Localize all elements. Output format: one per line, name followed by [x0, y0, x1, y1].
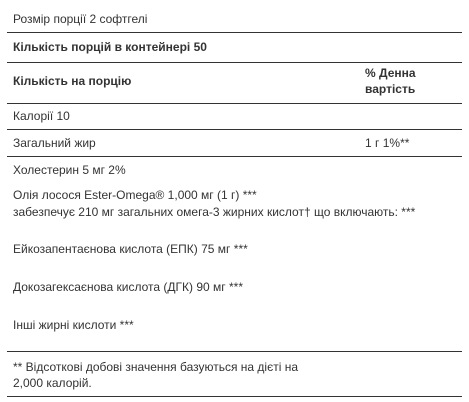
calories-row: Калорії 10	[13, 109, 70, 123]
divider	[7, 103, 462, 104]
footnote: ** Відсоткові добові значення базуються на дієті на 2,000 калорій.	[13, 360, 299, 390]
daily-value-header: % Денна вартість	[365, 66, 416, 96]
divider	[7, 129, 462, 130]
divider	[7, 351, 462, 352]
salmon-oil-row: Олія лосося Ester-Omega® 1,000 мг (1 г) ***	[13, 188, 257, 202]
serving-size: Розмір порції 2 софтгелі	[13, 12, 148, 26]
divider	[7, 396, 462, 397]
divider	[7, 32, 462, 33]
divider	[7, 156, 462, 157]
supplement-facts-panel	[7, 7, 462, 397]
dha-row: Докозагексаєнова кислота (ДГК) 90 мг ***	[13, 280, 244, 294]
cholesterol-row: Холестерин 5 мг 2%	[13, 163, 126, 177]
servings-per-container: Кількість порцій в контейнері 50	[13, 40, 207, 54]
divider	[7, 62, 462, 63]
omega3-note: забезпечує 210 мг загальних омега-3 жирних кислот† що включають: ***	[13, 205, 416, 219]
total-fat-value: 1 г 1%**	[365, 136, 410, 150]
epa-row: Ейкозапентаєнова кислота (ЕПК) 75 мг ***	[13, 242, 248, 256]
other-fatty-acids-row: Інші жирні кислоти ***	[13, 318, 134, 332]
amount-per-serving-header: Кількість на порцію	[13, 74, 132, 88]
total-fat-label: Загальний жир	[13, 136, 96, 150]
